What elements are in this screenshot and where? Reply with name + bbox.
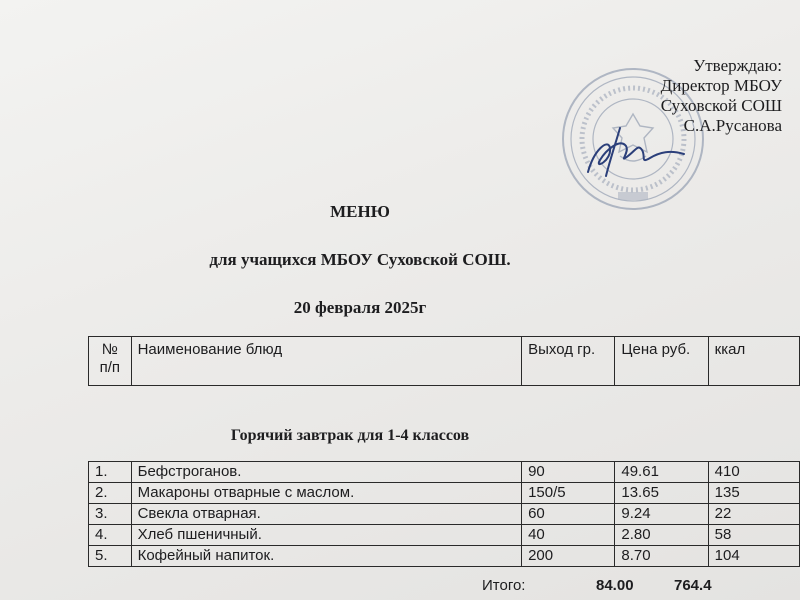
header-num: № п/п [89,337,132,386]
item-num: 1. [89,462,132,483]
menu-header-table [88,336,800,386]
item-num: 3. [89,504,132,525]
menu-items-table [88,461,800,567]
item-name: Макароны отварные с маслом. [131,483,521,504]
item-kcal: 104 [708,546,799,567]
header-row [89,337,800,386]
item-name: Кофейный напиток. [131,546,521,567]
header-price: Цена руб. [615,337,708,386]
header-kcal: ккал [708,337,799,386]
item-name: Хлеб пшеничный. [131,525,521,546]
table-row [89,525,800,546]
item-kcal: 22 [708,504,799,525]
total-label: Итого: [482,577,526,594]
item-yield: 40 [522,525,615,546]
approval-position: Директор МБОУ [660,76,782,95]
item-kcal: 135 [708,483,799,504]
approval-signer: С.А.Русанова [683,116,782,135]
document-subtitle: для учащихся МБОУ Суховской СОШ. [209,250,511,269]
item-name: Свекла отварная. [131,504,521,525]
item-kcal: 410 [708,462,799,483]
table-row [89,504,800,525]
item-yield: 200 [522,546,615,567]
item-num: 2. [89,483,132,504]
table-row [89,546,800,567]
document-date: 20 февраля 2025г [293,298,427,317]
table-row [89,462,800,483]
item-yield: 150/5 [522,483,615,504]
approval-label: Утверждаю: [693,56,782,75]
total-price: 84.00 [596,577,634,594]
item-yield: 90 [522,462,615,483]
item-price: 13.65 [615,483,708,504]
header-name: Наименование блюд [131,337,521,386]
item-num: 5. [89,546,132,567]
document-title: МЕНЮ [330,202,390,221]
header-yield: Выход гр. [522,337,615,386]
item-num: 4. [89,525,132,546]
section-title: Горячий завтрак для 1-4 классов [230,427,470,444]
item-price: 2.80 [615,525,708,546]
item-name: Бефстроганов. [131,462,521,483]
approval-school: Суховской СОШ [660,96,782,115]
approval-block [661,56,782,136]
item-kcal: 58 [708,525,799,546]
item-price: 49.61 [615,462,708,483]
table-row [89,483,800,504]
item-price: 9.24 [615,504,708,525]
item-price: 8.70 [615,546,708,567]
total-kcal: 764.4 [674,577,712,594]
item-yield: 60 [522,504,615,525]
